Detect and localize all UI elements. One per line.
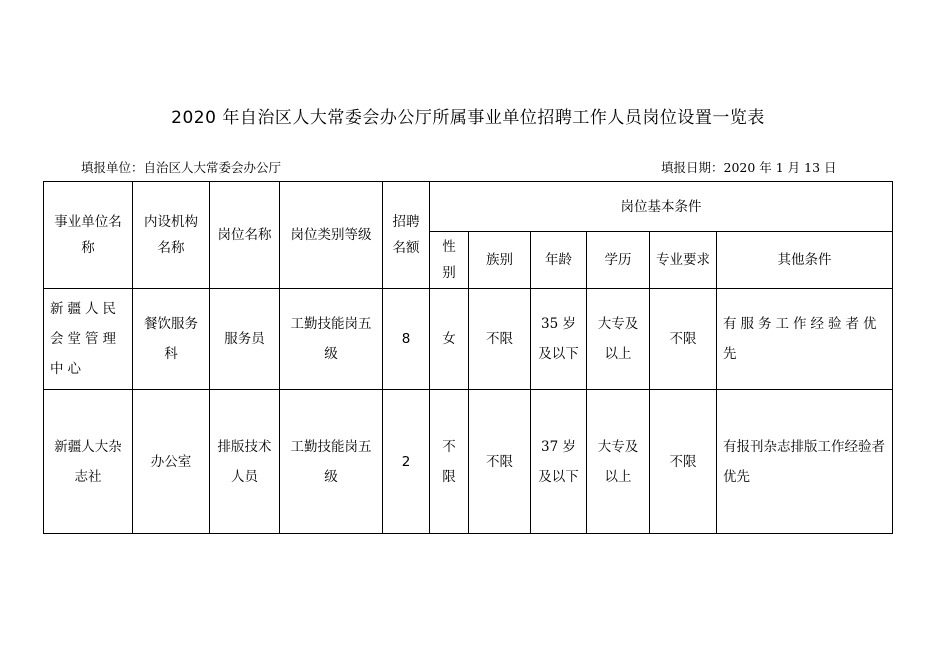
header-gender: 性别 (430, 232, 469, 289)
cell-age: 35 岁及以下 (531, 289, 587, 390)
cell-ethnicity: 不限 (469, 289, 531, 390)
cell-unit: 新疆人民会堂管理中心 (44, 289, 133, 390)
cell-category: 工勤技能岗五级 (280, 390, 383, 534)
cell-quota: 2 (383, 390, 430, 534)
cell-major: 不限 (650, 390, 717, 534)
cell-other: 有服务工作经验者优先 (717, 289, 893, 390)
header-other: 其他条件 (717, 232, 893, 289)
cell-education: 大专及以上 (587, 289, 650, 390)
header-category: 岗位类别等级 (280, 182, 383, 289)
cell-ethnicity: 不限 (469, 390, 531, 534)
header-unit: 事业单位名称 (44, 182, 133, 289)
position-table (43, 181, 893, 534)
cell-dept: 办公室 (133, 390, 210, 534)
table-row (44, 289, 893, 390)
cell-post: 服务员 (210, 289, 280, 390)
cell-unit: 新疆人大杂志社 (44, 390, 133, 534)
header-dept: 内设机构名称 (133, 182, 210, 289)
page-title: 2020 年自治区人大常委会办公厅所属事业单位招聘工作人员岗位设置一览表 (171, 108, 765, 128)
cell-post: 排版技术人员 (210, 390, 280, 534)
cell-quota: 8 (383, 289, 430, 390)
header-post: 岗位名称 (210, 182, 280, 289)
table-row (44, 390, 893, 534)
cell-education: 大专及以上 (587, 390, 650, 534)
cell-dept: 餐饮服务科 (133, 289, 210, 390)
header-education: 学历 (587, 232, 650, 289)
fill-date: 填报日期：2020 年 1 月 13 日 (661, 160, 837, 175)
cell-gender: 女 (430, 289, 469, 390)
header-major: 专业要求 (650, 232, 717, 289)
cell-category: 工勤技能岗五级 (280, 289, 383, 390)
cell-gender: 不限 (430, 390, 469, 534)
fill-unit: 填报单位：自治区人大常委会办公厅 (81, 160, 282, 175)
header-row-1 (44, 182, 893, 232)
cell-major: 不限 (650, 289, 717, 390)
header-quota: 招聘名额 (383, 182, 430, 289)
header-conditions: 岗位基本条件 (430, 182, 893, 232)
cell-other: 有报刊杂志排版工作经验者优先 (717, 390, 893, 534)
header-age: 年龄 (531, 232, 587, 289)
cell-age: 37 岁及以下 (531, 390, 587, 534)
header-ethnicity: 族别 (469, 232, 531, 289)
